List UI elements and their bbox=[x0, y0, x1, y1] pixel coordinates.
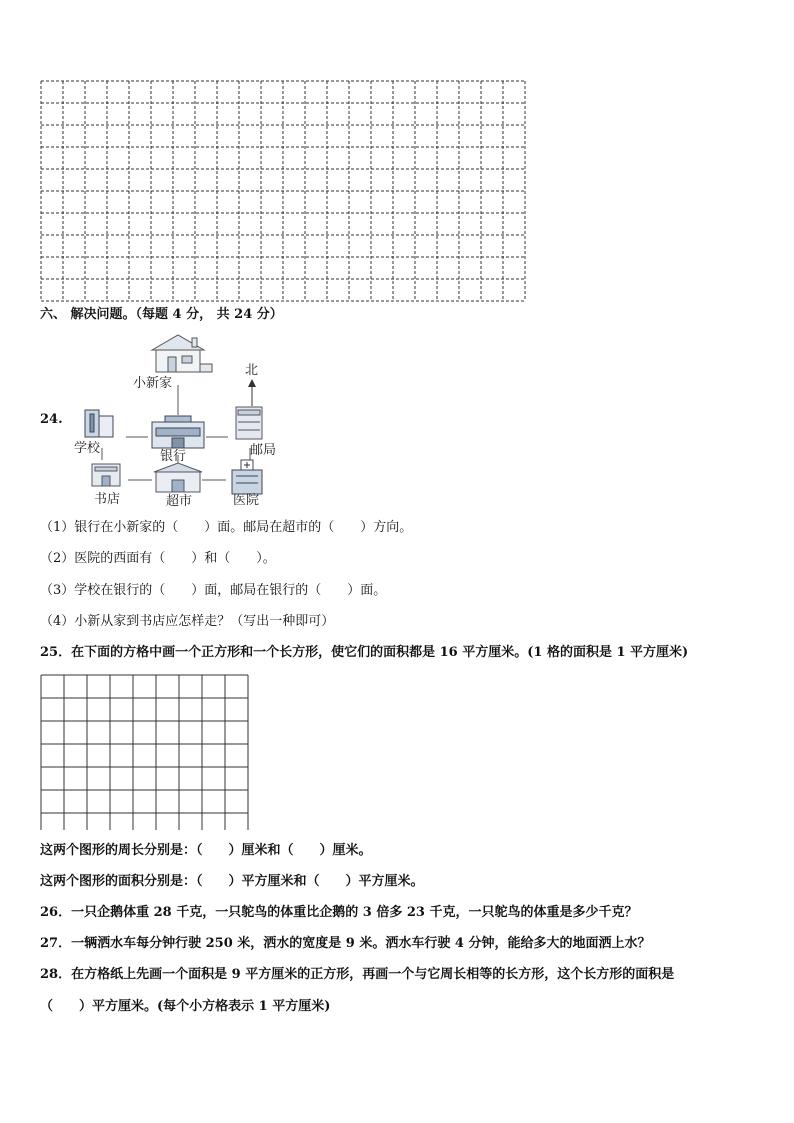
label-hospital: 医院 bbox=[233, 493, 260, 508]
school-icon bbox=[85, 410, 113, 437]
supermarket-icon bbox=[154, 463, 202, 492]
bookstore-icon bbox=[92, 464, 120, 486]
q24-sub4: （4）小新从家到书店应怎样走？（写出一种即可） bbox=[40, 614, 335, 629]
question-number-24: 24. bbox=[40, 412, 63, 427]
q24-sub3: （3）学校在银行的（ ）面，邮局在银行的（ ）面。 bbox=[40, 583, 387, 598]
q24-sub2: （2）医院的西面有（ ）和（ ）。 bbox=[40, 551, 276, 566]
q24-sub1: （1）银行在小新家的（ ）面。邮局在超市的（ ）方向。 bbox=[40, 520, 413, 535]
question-28-line1: 28．在方格纸上先画一个面积是 9 平方厘米的正方形，再画一个与它周长相等的长方形，这个长方形的面积是 bbox=[40, 967, 675, 982]
q25-area: 这两个图形的面积分别是：（ ）平方厘米和（ ）平方厘米。 bbox=[40, 874, 424, 889]
hospital-icon bbox=[232, 460, 262, 494]
bank-icon bbox=[152, 416, 204, 448]
label-north: 北 bbox=[245, 363, 259, 378]
label-school: 学校 bbox=[74, 441, 101, 456]
q25-grid-lines bbox=[41, 675, 248, 830]
top-dashed-grid-lines bbox=[41, 81, 525, 301]
question-28-line2: （ ）平方厘米。(每个小方格表示 1 平方厘米) bbox=[40, 999, 331, 1014]
q25-perimeter: 这两个图形的周长分别是：（ ）厘米和（ ）厘米。 bbox=[40, 843, 372, 858]
label-bank: 银行 bbox=[160, 449, 187, 464]
dashed-answer-grid bbox=[40, 80, 528, 302]
question-25: 25．在下面的方格中画一个正方形和一个长方形，使它们的面积都是 16 平方厘米。(1 格的面积是 1 平方厘米) bbox=[40, 645, 689, 660]
section-heading: 六、 解决问题。（每题 4 分， 共 24 分） bbox=[40, 307, 283, 322]
question-27: 27．一辆洒水车每分钟行驶 250 米，洒水的宽度是 9 米。洒水车行驶 4 分钟，能给多大的地面洒上水？ bbox=[40, 936, 651, 951]
direction-map-diagram bbox=[60, 330, 300, 512]
question-26: 26．一只企鹅体重 28 千克，一只鸵鸟的体重比企鹅的 3 倍多 23 千克，一只鸵鸟的体重是多少千克？ bbox=[40, 905, 638, 920]
house-icon bbox=[152, 335, 212, 372]
label-bookstore: 书店 bbox=[94, 492, 121, 507]
north-arrow-head bbox=[248, 379, 256, 387]
label-post-office: 邮局 bbox=[250, 443, 277, 458]
label-supermarket: 超市 bbox=[166, 494, 193, 509]
label-home: 小新家 bbox=[133, 376, 173, 391]
square-grid bbox=[40, 674, 250, 830]
post-office-icon bbox=[236, 407, 262, 439]
